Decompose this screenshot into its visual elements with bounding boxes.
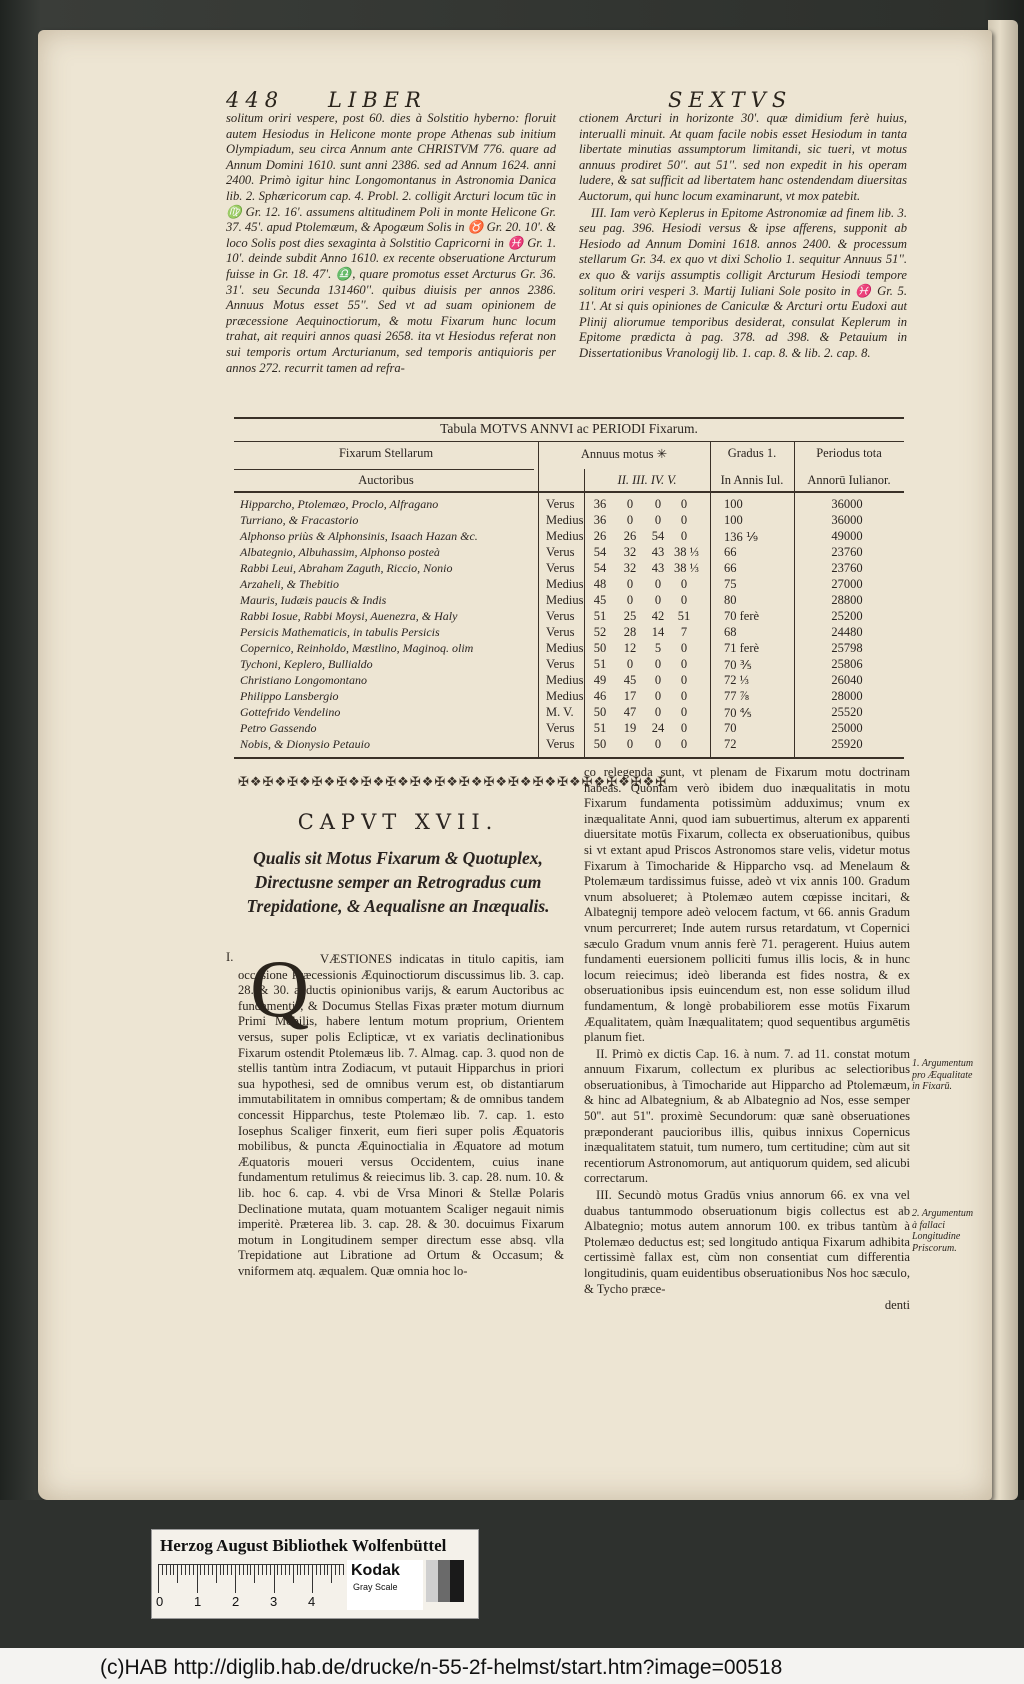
gradus-cell: 72 — [724, 737, 737, 751]
motus-value-cell: 12 — [623, 641, 637, 655]
ruler-tick — [173, 1565, 174, 1575]
motus-value-cell: 0 — [626, 737, 634, 751]
ruler-tick — [331, 1565, 332, 1583]
periodus-cell: 36000 — [831, 513, 863, 527]
ruler-number: 3 — [270, 1594, 278, 1609]
motus-value-cell: 51 — [593, 721, 607, 735]
periodus-cell: 49000 — [831, 529, 863, 543]
motus-value-cell: 7 — [680, 625, 688, 639]
periodus-cell: 25200 — [831, 609, 863, 623]
ornament-band: ✠❖✠❖✠❖✠❖✠❖✠❖✠❖✠❖✠❖✠❖✠❖✠❖✠❖✠❖✠❖✠❖✠❖✠ — [238, 775, 668, 790]
type-cell: Verus — [546, 625, 575, 639]
ruler-tick — [208, 1565, 209, 1575]
col-head-auctoribus: Auctoribus — [358, 473, 414, 487]
motus-value-cell: 0 — [680, 593, 688, 607]
ruler-tick — [304, 1565, 305, 1575]
auctor-cell: Persicis Mathematicis, in tabulis Persicis — [240, 625, 440, 639]
type-cell: Verus — [546, 721, 575, 735]
ruler-tick — [239, 1565, 240, 1575]
periodus-cell: 28000 — [831, 689, 863, 703]
table-row — [234, 593, 904, 609]
type-cell: Medius — [546, 641, 584, 655]
motus-value-cell: 0 — [626, 657, 634, 671]
gradus-cell: 70 ⅘ — [724, 706, 752, 720]
motus-value-cell: 54 — [593, 545, 607, 559]
motus-value-cell: 0 — [626, 513, 634, 527]
auctor-cell: Alphonso priùs & Alphonsinis, Isaach Hazan &c. — [240, 529, 478, 543]
auctor-cell: Philippo Lansbergio — [240, 689, 339, 703]
motus-value-cell: 50 — [593, 737, 607, 751]
ruler-number: 4 — [308, 1594, 316, 1609]
motus-value-cell: 0 — [680, 657, 688, 671]
motus-value-cell: 32 — [623, 545, 637, 559]
col-head-periodus: Periodus tota — [816, 446, 882, 460]
chapter-subtitle: Qualis sit Motus Fixarum & Quotuplex, Directusne semper an Retrogradus cum Trepidatione, & Aequalisne an Inæqualis. — [246, 848, 550, 916]
drop-cap: Q — [250, 943, 310, 1034]
motus-value-cell: 14 — [651, 625, 665, 639]
ruler-tick — [243, 1565, 244, 1575]
motus-value-cell: 0 — [654, 705, 662, 719]
gray-swatch — [450, 1560, 464, 1602]
motus-value-cell: 0 — [680, 689, 688, 703]
lower-right-column — [584, 765, 910, 1315]
gray-scale-label: Gray Scale — [353, 1582, 398, 1592]
gradus-cell: 66 — [724, 561, 737, 575]
motus-value-cell: 49 — [593, 673, 607, 687]
type-cell: Medius — [546, 529, 584, 543]
motus-value-cell: 43 — [651, 545, 665, 559]
table-rule — [234, 491, 904, 493]
ruler-tick — [324, 1565, 325, 1575]
motus-value-cell: 0 — [680, 721, 688, 735]
motus-value-cell: 0 — [626, 577, 634, 591]
subhead-in-annis: In Annis Iul. — [720, 473, 784, 487]
motus-value-cell: 0 — [680, 641, 688, 655]
ruler-tick — [250, 1565, 251, 1575]
motus-value-cell: 26 — [623, 529, 637, 543]
auctor-cell: Albategnio, Albuhassim, Alphonso posteà — [240, 545, 440, 559]
library-name: Herzog August Bibliothek Wolfenbüttel — [160, 1536, 447, 1555]
chapter-title: CAPVT XVII. — [297, 810, 499, 834]
ruler-tick — [335, 1565, 336, 1575]
gradus-cell: 71 ferè — [724, 641, 760, 655]
ruler-tick — [177, 1565, 178, 1583]
paragraph: III. Iam verò Keplerus in Epitome Astronomiæ ad finem lib. 3. seu pag. 396. Hesiodi versus & ipse afferens, supponit ab Hesiodo ad Annum Domini 1618. annos 2400. & processum stellarum Gr. 34. ex quo vt dixi Scholio 1. sequitur Annuus 51''. ex quo & varijs assumptis colligit Arcturum Hesiodi tempore solitum oriri vesperi 3. Martij Iuliani Sole posito in ♓ Gr. 5. 11'. At si quis opiniones de Caniculæ & Arcturi ortu Eudoxi aut Plinij aliorumue temporibus desiderat, consulat Keplerum in Epitome prædicta à pag. 378. ad 398. & Petauium in Dissertationibus Vranologij lib. 1. cap. 8. & lib. 2. cap. 8. — [579, 205, 907, 360]
motus-value-cell: 50 — [593, 641, 607, 655]
ruler-tick — [293, 1565, 294, 1583]
ruler-tick — [308, 1565, 309, 1575]
motus-value-cell: 0 — [654, 689, 662, 703]
ruler-number: 1 — [194, 1594, 202, 1609]
motus-value-cell: 43 — [651, 561, 665, 575]
paragraph: II. Primò ex dictis Cap. 16. à num. 7. ad 11. constat motum annuum Fixarum, collectum ex pluribus ac selectioribus obseruationibus, à Timocharide aut Hipparcho ad Ptolemæum, & hinc ad Albategnium, & ab Albategnio ad Nos, esse semper 50''. aut 51''. proximè Secundorum: quæ sanè obseruationes præponderant paucioribus illis, quibus innixus Copernicus inæqualitatem statuit, tum numero, tum certitudine; cùm aut sit recentiorum Astronomorum, aut antiquorum quidem, sed alicubi correctarum. — [584, 1046, 910, 1186]
ruler-tick — [289, 1565, 290, 1575]
ruler-number: 2 — [232, 1594, 240, 1609]
table-row — [234, 737, 904, 753]
auctor-cell: Turriano, & Fracastorio — [240, 513, 359, 527]
auctor-cell: Hipparcho, Ptolemæo, Proclo, Alfragano — [240, 497, 439, 511]
auctor-cell: Gottefrido Vendelino — [240, 705, 341, 719]
ruler-tick — [254, 1565, 255, 1583]
ruler-tick — [162, 1565, 163, 1575]
motus-value-cell: 0 — [654, 673, 662, 687]
motus-value-cell: 26 — [593, 529, 607, 543]
ruler-tick — [300, 1565, 301, 1575]
ruler-tick — [204, 1565, 205, 1575]
motus-value-cell: 0 — [626, 593, 634, 607]
gradus-cell: 70 ferè — [724, 609, 760, 623]
motus-value-cell: 45 — [593, 593, 607, 607]
ruler-tick — [231, 1565, 232, 1575]
table-row — [234, 673, 904, 689]
auctor-cell: Arzaheli, & Thebitio — [240, 577, 339, 591]
margin-note-1: 1. Argumentum pro Æqualitate in Fixarū. — [912, 1058, 974, 1092]
gray-swatch — [438, 1560, 450, 1602]
col-head-fixarum: Fixarum Stellarum — [338, 446, 434, 460]
motus-value-cell: 0 — [680, 497, 688, 511]
ruler-tick — [181, 1565, 182, 1575]
auctor-cell: Copernico, Reinholdo, Mæstlino, Maginoq. olim — [240, 641, 474, 655]
paragraph: co relegenda sunt, vt plenam de Fixarum motu doctrinam habeas. Quoniam verò ibidem duo inæqualitatis in motu Fixarum fundamenta potissimùm adduximus; vnum ex inæqualitate Anni, quod iam subuertimus, alterum ex apparenti diuersitate motūs Fixarum, collecta ex obseruationibus, quibus si vt extant apud Priscos Astronomos stare velis, videtur motus Fixarum à Timocharide & Hipparcho vsq. ad Menelaum & Ptolemæum tardissimus fuisse, adeò vt vix annis 100. Gradum vnum absolueret; à Ptolemæo autem cœpisse incitari, & Albategnij tempore adeò velocem factum, vt 66. annis Gradum vnum percurreret; Inde autem rursus retardatum, vt Copernici sæculo Gradum vnum annis ferè 71. peragerent. Huius autem fundamenti euersionem polliciti fumus illis locis, & in hunc locum reiecimus; ideò liberanda est fides nostra, & ex obseruationibus ipsis euincendum est, non esse solidum illud fundamentum, & longè probabiliorem esse motūs Fixarum Æqualitatem, quàm Inæqualitatem; quod sequentibus argumētis planum fiet. — [584, 765, 910, 1045]
motus-value-cell: 48 — [593, 577, 607, 591]
motus-value-cell: 19 — [623, 721, 637, 735]
motus-value-cell: 17 — [623, 689, 637, 703]
type-cell: M. V. — [546, 705, 574, 719]
table-row — [234, 721, 904, 737]
gradus-cell: 136 ⅑ — [724, 530, 758, 544]
motus-value-cell: 36 — [593, 513, 607, 527]
paragraph: solitum oriri vespere, post 60. dies à Solstitio hyberno: floruit autem Hesiodus in Helicone monte prope Athenas sub initium Olympiadum, seu circa Annum ante CHRISTVM 776. quare ad Annum Domini 1610. sunt anni 2386. sed ad Annum 1624. anni 2400. Primò igitur hinc Longomontanus in Astronomia Danica lib. 2. Sphæricorum cap. 4. Probl. 2. colligit Arcturi locum tūc in ♍ Gr. 12. 16'. assumens altitudinem Poli in monte Helicone Gr. 37. 45'. apud Ptolemæum, & Apogæum Solis in ♉ Gr. 20. 10'. & loco Solis post dies sexaginta à Solstitio Capricorni in ♓ Gr. 1. 10'. deinde subdit Anno 1610. ex recente obseruatione Arcturum fuisse in Gr. 18. 47'. ♎, quare promotus esset Arcturus Gr. 36. 31'. seu Secunda 131460''. quibus diuisis per annos 2386. Annuus Motus esset 55''. Sed vt ad suam opinionem de præcessione Aequinoctiorum, & motu Fixarum hunc locum trahat, ait requiri annos quasi 2658. ita vt Hesiodus referat non sui temporis ortum Arcturianum, sed temporis antiquioris per annos 272. recurrit tamen ad refra- — [226, 111, 556, 375]
subhead-units: II. III. IV. V. — [617, 473, 677, 487]
motus-value-cell: 51 — [593, 657, 607, 671]
type-cell: Medius — [546, 593, 584, 607]
type-cell: Verus — [546, 737, 575, 751]
auctor-cell: Rabbi Leui, Abraham Zaguth, Riccio, Nonio — [240, 561, 453, 575]
motus-value-cell: 38 ⅓ — [674, 545, 699, 559]
periodus-cell: 26040 — [831, 673, 863, 687]
table-rule — [234, 469, 534, 470]
table-row — [234, 497, 904, 513]
ruler-tick — [285, 1565, 286, 1575]
ruler-tick — [258, 1565, 259, 1575]
periodus-cell: 27000 — [831, 577, 863, 591]
motus-value-cell: 51 — [593, 609, 607, 623]
gradus-cell: 68 — [724, 625, 737, 639]
ruler-tick — [170, 1565, 171, 1575]
motus-value-cell: 0 — [654, 657, 662, 671]
ruler-tick — [227, 1565, 228, 1575]
ruler-tick — [262, 1565, 263, 1575]
ruler-tick — [223, 1565, 224, 1575]
ruler-tick — [270, 1565, 271, 1575]
table-rule — [234, 441, 904, 442]
auctor-cell: Nobis, & Dionysio Petauio — [240, 737, 370, 751]
auctor-cell: Tychoni, Keplero, Bullialdo — [240, 657, 373, 671]
gradus-cell: 80 — [724, 593, 737, 607]
gradus-cell: 70 ⅗ — [724, 658, 752, 672]
ruler-tick — [185, 1565, 186, 1575]
motus-value-cell: 0 — [654, 737, 662, 751]
ruler-tick — [316, 1565, 317, 1575]
table-row — [234, 657, 904, 673]
gradus-cell: 72 ⅓ — [724, 673, 749, 687]
periodus-cell: 24480 — [831, 625, 863, 639]
table-title: Tabula MOTVS ANNVI ac PERIODI Fixarum. — [440, 421, 698, 436]
ruler-tick — [189, 1565, 190, 1575]
ruler-tick — [277, 1565, 278, 1575]
running-head-left: LIBER — [328, 88, 427, 112]
running-head-right: SEXTVS — [668, 88, 793, 112]
type-cell: Medius — [546, 577, 584, 591]
ruler-tick — [216, 1565, 217, 1583]
ruler-tick — [266, 1565, 267, 1575]
type-cell: Medius — [546, 513, 584, 527]
motus-value-cell: 0 — [654, 593, 662, 607]
paragraph: III. Secundò motus Gradūs vnius annorum 66. ex vna vel duabus tantummodo obseruationum bigis collectus est ab Albategnio; motus autem annorum 100. ex tribus tantùm à Ptolemæo deductus est; sed longitudo antiqua Fixarum adhibita certissimè fallax est, cùm non consentiat cum differentia longitudinis, quam euidentibus obseruationibus Nos hoc sæculo, & Tycho præce- — [584, 1188, 910, 1296]
footer-bar — [0, 1648, 1024, 1684]
ruler-tick — [327, 1565, 328, 1575]
ruler-tick — [200, 1565, 201, 1575]
motus-value-cell: 25 — [623, 609, 637, 623]
motus-value-cell: 42 — [651, 609, 665, 623]
ruler-tick — [193, 1565, 194, 1575]
gradus-cell: 70 — [724, 721, 737, 735]
gradus-cell: 100 — [724, 513, 743, 527]
ruler-tick — [320, 1565, 321, 1575]
periodus-cell: 25806 — [831, 657, 863, 671]
ruler-tick — [297, 1565, 298, 1575]
motus-table — [234, 417, 904, 759]
ruler-tick — [166, 1565, 167, 1575]
paragraph: ctionem Arcturi in horizonte 30'. quæ dimidium ferè huius, interualli minuit. At quam facile nobis esset Hesiodum in tanta libertate minutias assumptorum limitandi, sic tueri, vt motus annuus prodiret 50''. aut 51''. sed non expedit in his operam ludere, & sat sufficit ad libertatem hanc ostendendam diuersitas Auctorum, qui hunc locum examinarunt, vt mox patebit. — [579, 111, 907, 203]
motus-value-cell: 38 ⅓ — [674, 561, 699, 575]
table-row — [234, 513, 904, 529]
motus-value-cell: 28 — [623, 625, 637, 639]
type-cell: Verus — [546, 545, 575, 559]
kodak-badge — [347, 1560, 423, 1610]
ruler-tick — [220, 1565, 221, 1575]
gradus-cell: 66 — [724, 545, 737, 559]
ruler-tick — [312, 1565, 313, 1593]
table-row — [234, 561, 904, 577]
col-head-annuus: Annuus motus ✳ — [580, 447, 668, 461]
ruler-tick — [343, 1565, 344, 1575]
motus-value-cell: 0 — [654, 513, 662, 527]
periodus-cell: 25520 — [831, 705, 863, 719]
gradus-cell: 77 ⅞ — [724, 689, 749, 703]
lower-left-column: VÆSTIONES indicatas in titulo capitis, iam occasione Præcessionis Æquinoctiorum discussimus lib. 3. cap. 28. & 30. adductis opinionibus varijs, & earum Auctoribus ac fundamentis, & Documus Stellas Fixas præter motum diurnum Primi Mobilis, habere lentum motum proprium, Orientem versus, super polis Eclipticæ, vt ex variatis declinationibus Fixarum ostendit Ptolemæus lib. 7. Almag. cap. 3. quod non de stellis tantùm intra Zodiacum, vt putauit Hipparchus in priori sua hypothesi, sed de omnibus verum est, ob distantiarum immutabilitatem in omnibus compertam; & de omnibus tandem concessit Hipparchus, teste Ptolemæo lib. 7. cap. 1. esto Iosephus Scaliger finxerit, eum fieri super polis Æquatoris mobilibus, & puncta Æquinoctialia in Æquatore ad motum Æquatoris moueri versus Occidentem, cuius inane fundamentum retulimus & reiecimus lib. 3. cap. 28. num. 10. & lib. hoc 6. cap. 4. vbi de Vrsa Minori & Stellæ Polaris Declinatione mutata, quam motuantem Scaliger negauit nimis imperitè. Præterea lib. 3. cap. 28. & 30. docuimus Fixarum motum in Longitudinem semper directum esse absq. vlla Trepidatione aut Libratione ad Ortum & Occasum; & vniformem atq. æqualem. Quæ omnia hoc lo- — [238, 952, 564, 1278]
table-row — [234, 705, 904, 721]
motus-value-cell: 0 — [626, 497, 634, 511]
ruler-tick — [197, 1565, 198, 1593]
motus-value-cell: 0 — [654, 577, 662, 591]
ruler-number: 0 — [156, 1594, 164, 1609]
table-row — [234, 609, 904, 625]
gray-swatch — [426, 1560, 438, 1602]
table-row — [234, 641, 904, 657]
top-right-column — [579, 111, 907, 363]
motus-value-cell: 51 — [677, 609, 691, 623]
auctor-cell: Petro Gassendo — [240, 721, 317, 735]
motus-value-cell: 5 — [654, 641, 662, 655]
auctor-cell: Rabbi Iosue, Rabbi Moysi, Auenezra, & Haly — [240, 609, 458, 623]
motus-value-cell: 0 — [680, 673, 688, 687]
motus-value-cell: 0 — [680, 513, 688, 527]
page-edge — [988, 20, 1018, 1500]
periodus-cell: 28800 — [831, 593, 863, 607]
motus-value-cell: 0 — [680, 577, 688, 591]
motus-value-cell: 50 — [593, 705, 607, 719]
motus-value-cell: 52 — [593, 625, 607, 639]
motus-value-cell: 0 — [680, 737, 688, 751]
motus-value-cell: 45 — [623, 673, 637, 687]
gradus-cell: 75 — [724, 577, 737, 591]
motus-value-cell: 54 — [651, 529, 665, 543]
motus-value-cell: 0 — [654, 497, 662, 511]
periodus-cell: 25798 — [831, 641, 863, 655]
type-cell: Verus — [546, 497, 575, 511]
ruler-tick — [274, 1565, 275, 1593]
table-row — [234, 625, 904, 641]
type-cell: Medius — [546, 673, 584, 687]
motus-value-cell: 47 — [623, 705, 637, 719]
table-row — [234, 577, 904, 593]
auctor-cell: Mauris, Iudæis paucis & Indis — [240, 593, 387, 607]
type-cell: Medius — [546, 689, 584, 703]
ruler-tick — [235, 1565, 236, 1593]
motus-value-cell: 46 — [593, 689, 607, 703]
page-number: 448 — [226, 88, 285, 112]
ruler — [158, 1564, 344, 1595]
table-row — [234, 689, 904, 705]
ruler-tick — [158, 1565, 159, 1593]
footer-credit: (c)HAB http://diglib.hab.de/drucke/n-55-2f-helmst/start.htm?image=00518 — [100, 1656, 783, 1679]
type-cell: Verus — [546, 561, 575, 575]
motus-value-cell: 36 — [593, 497, 607, 511]
motus-value-cell: 54 — [593, 561, 607, 575]
subhead-annoru: Annorū Iulianor. — [807, 473, 891, 487]
auctor-cell: Christiano Longomontano — [240, 673, 368, 687]
periodus-cell: 36000 — [831, 497, 863, 511]
gradus-cell: 100 — [724, 497, 743, 511]
table-row — [234, 529, 904, 545]
periodus-cell: 25000 — [831, 721, 863, 735]
motus-value-cell: 0 — [680, 705, 688, 719]
section-number: I. — [226, 950, 234, 964]
type-cell: Verus — [546, 609, 575, 623]
periodus-cell: 23760 — [831, 545, 863, 559]
ruler-tick — [281, 1565, 282, 1575]
catchword: denti — [884, 1298, 910, 1313]
periodus-cell: 23760 — [831, 561, 863, 575]
motus-value-cell: 32 — [623, 561, 637, 575]
ruler-tick — [339, 1565, 340, 1575]
table-row — [234, 545, 904, 561]
library-label — [151, 1529, 479, 1619]
motus-value-cell: 0 — [680, 529, 688, 543]
type-cell: Verus — [546, 657, 575, 671]
margin-note-2: 2. Argumentum à fallaci Longitudine Priscorum. — [912, 1208, 974, 1254]
col-head-gradus: Gradus 1. — [727, 446, 777, 460]
ruler-tick — [212, 1565, 213, 1575]
periodus-cell: 25920 — [831, 737, 863, 751]
kodak-logo: Kodak — [351, 1562, 400, 1579]
ruler-tick — [247, 1565, 248, 1575]
top-left-column — [226, 111, 556, 377]
motus-value-cell: 24 — [651, 721, 665, 735]
